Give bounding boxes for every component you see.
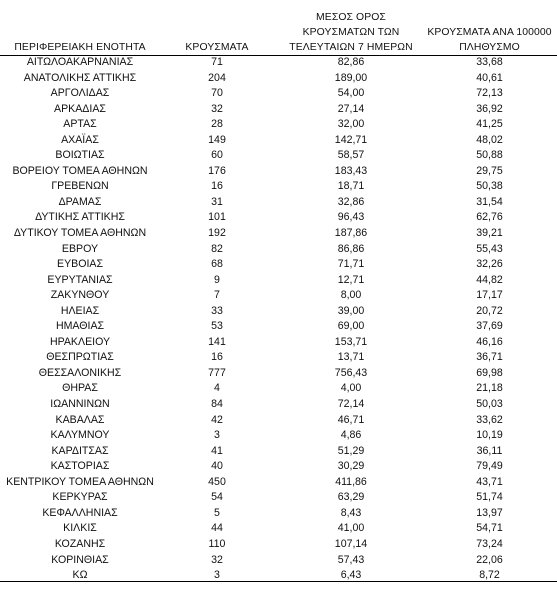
- cases-cell: 3: [214, 429, 220, 442]
- region-cell: ΕΥΒΟΙΑΣ: [57, 258, 103, 271]
- table-row: [0, 490, 557, 506]
- per-100000-cell: 50,88: [476, 149, 503, 162]
- table-row: [0, 179, 557, 195]
- per-100000-cell: 51,74: [476, 491, 503, 504]
- avg-7-days-cell: 187,86: [334, 227, 368, 240]
- cases-cell: 84: [211, 398, 223, 411]
- table-row: [0, 117, 557, 133]
- table-row: [0, 475, 557, 491]
- per-100000-cell: 69,98: [476, 366, 503, 379]
- cases-cell: 54: [211, 491, 223, 504]
- per-100000-cell: 37,69: [476, 320, 503, 333]
- region-cell: ΚΕΦΑΛΛΗΝΙΑΣ: [42, 506, 118, 519]
- per-100000-cell: 44,82: [476, 273, 503, 286]
- avg-7-days-cell: 57,43: [337, 553, 365, 566]
- cases-cell: 31: [211, 195, 223, 208]
- table-row: [0, 86, 557, 102]
- cases-cell: 110: [208, 537, 226, 550]
- region-cell: ΚΟΡΙΝΘΙΑΣ: [51, 553, 109, 566]
- cases-cell: 40: [211, 460, 223, 473]
- per-100000-cell: 33,68: [476, 56, 503, 68]
- per-100000-cell: 36,92: [476, 102, 503, 115]
- region-cell: ΗΡΑΚΛΕΙΟΥ: [49, 335, 111, 348]
- avg-7-days-cell: 32,86: [337, 195, 365, 208]
- avg-7-days-cell: 183,43: [334, 164, 368, 177]
- table-row: [0, 553, 557, 569]
- region-cell: ΒΟΙΩΤΙΑΣ: [55, 149, 105, 162]
- cases-cell: 9: [214, 273, 220, 286]
- avg-7-days-cell: 107,14: [334, 537, 368, 550]
- region-cell: ΔΥΤΙΚΗΣ ΑΤΤΙΚΗΣ: [35, 211, 125, 224]
- per-100000-cell: 36,11: [476, 444, 503, 457]
- region-cell: ΑΡΤΑΣ: [63, 118, 97, 131]
- region-cell: ΔΡΑΜΑΣ: [58, 195, 102, 208]
- avg-7-days-cell: 12,71: [337, 273, 365, 286]
- avg-7-days-cell: 13,71: [337, 351, 365, 364]
- cases-cell: 3: [214, 569, 220, 582]
- region-cell: ΓΡΕΒΕΝΩΝ: [51, 180, 109, 193]
- table-row: [0, 210, 557, 226]
- avg-7-days-cell: 189,00: [334, 71, 368, 84]
- region-cell: ΙΩΑΝΝΙΝΩΝ: [50, 398, 110, 411]
- table-row: [0, 444, 557, 460]
- per-100000-cell: 62,76: [476, 211, 503, 224]
- per-100000-cell: 10,19: [476, 429, 503, 442]
- cases-cell: 4: [214, 382, 220, 395]
- cases-cell: 82: [211, 242, 223, 255]
- region-cell: ΕΥΡΥΤΑΝΙΑΣ: [47, 273, 113, 286]
- avg-7-days-cell: 69,00: [337, 320, 365, 333]
- avg-7-days-cell: 30,29: [337, 460, 365, 473]
- table-row: [0, 288, 557, 304]
- avg-7-days-cell: 8,43: [340, 506, 362, 519]
- per-100000-cell: 48,02: [476, 133, 503, 146]
- avg-7-days-cell: 41,00: [337, 522, 365, 535]
- per-100000-cell: 72,13: [476, 87, 503, 100]
- avg-7-days-cell: 63,29: [337, 491, 365, 504]
- avg-7-days-cell: 27,14: [337, 102, 365, 115]
- cases-cell: 7: [214, 289, 220, 302]
- table-row: [0, 55, 557, 71]
- per-100000-cell: 21,18: [476, 382, 503, 395]
- cases-cell: 68: [211, 258, 223, 271]
- avg-7-days-cell: 39,00: [337, 304, 365, 317]
- cases-cell: 5: [214, 506, 220, 519]
- avg-7-days-cell: 58,57: [337, 149, 365, 162]
- cases-cell: 101: [208, 211, 226, 224]
- cases-cell: 33: [211, 304, 223, 317]
- header-region: ΠΕΡΙΦΕΡΕΙΑΚΗ ΕΝΟΤΗΤΑ: [14, 42, 146, 53]
- table-row: [0, 459, 557, 475]
- cases-cell: 16: [211, 180, 223, 193]
- table-bottom-border: [0, 581, 557, 582]
- region-cell: ΚΑΣΤΟΡΙΑΣ: [50, 460, 110, 473]
- cases-cell: 44: [211, 522, 223, 535]
- avg-7-days-cell: 18,71: [337, 180, 365, 193]
- table-row: [0, 413, 557, 429]
- table-row: [0, 133, 557, 149]
- region-cell: ΚΙΛΚΙΣ: [63, 522, 97, 535]
- region-cell: ΚΩ: [72, 569, 88, 582]
- table-row: [0, 304, 557, 320]
- region-cell: ΑΡΚΑΔΙΑΣ: [54, 102, 106, 115]
- avg-7-days-cell: 96,43: [337, 211, 365, 224]
- per-100000-cell: 32,26: [476, 258, 503, 271]
- region-cell: ΚΕΡΚΥΡΑΣ: [52, 491, 108, 504]
- table-row: [0, 537, 557, 553]
- table-row: [0, 71, 557, 87]
- per-100000-cell: 13,97: [476, 506, 503, 519]
- per-100000-cell: 8,72: [479, 569, 500, 582]
- avg-7-days-cell: 71,71: [337, 258, 365, 271]
- table-row: [0, 381, 557, 397]
- table-row: [0, 164, 557, 180]
- cases-cell: 70: [211, 87, 223, 100]
- region-cell: ΚΕΝΤΡΙΚΟΥ ΤΟΜΕΑ ΑΘΗΝΩΝ: [6, 475, 154, 488]
- cases-cell: 41: [211, 444, 223, 457]
- table-row: [0, 257, 557, 273]
- table-row: [0, 273, 557, 289]
- table-row: [0, 226, 557, 242]
- region-cell: ΑΝΑΤΟΛΙΚΗΣ ΑΤΤΙΚΗΣ: [23, 71, 137, 84]
- region-cell: ΗΜΑΘΙΑΣ: [55, 320, 105, 333]
- region-cell: ΘΕΣΠΡΩΤΙΑΣ: [46, 351, 114, 364]
- avg-7-days-cell: 86,86: [337, 242, 365, 255]
- per-100000-cell: 39,21: [476, 227, 503, 240]
- table-row: [0, 242, 557, 258]
- table-row: [0, 428, 557, 444]
- table-row: [0, 335, 557, 351]
- region-cell: ΚΑΡΔΙΤΣΑΣ: [51, 444, 109, 457]
- region-cell: ΑΙΤΩΛΟΑΚΑΡΝΑΝΙΑΣ: [26, 56, 134, 68]
- cases-cell: 28: [211, 118, 223, 131]
- avg-7-days-cell: 32,00: [337, 118, 365, 131]
- table-row: [0, 506, 557, 522]
- cases-cell: 32: [211, 553, 223, 566]
- table-row: [0, 319, 557, 335]
- table-row: [0, 397, 557, 413]
- avg-7-days-cell: 153,71: [334, 335, 368, 348]
- cases-cell: 141: [208, 335, 226, 348]
- per-100000-cell: 29,75: [476, 164, 503, 177]
- per-100000-cell: 54,71: [476, 522, 503, 535]
- region-cell: ΘΗΡΑΣ: [62, 382, 98, 395]
- avg-7-days-cell: 4,00: [340, 382, 362, 395]
- per-100000-cell: 43,71: [476, 475, 503, 488]
- region-cell: ΖΑΚΥΝΘΟΥ: [50, 289, 110, 302]
- per-100000-cell: 55,43: [476, 242, 503, 255]
- avg-7-days-cell: 54,00: [337, 87, 365, 100]
- per-100000-cell: 79,49: [476, 460, 503, 473]
- table-row: [0, 102, 557, 118]
- avg-7-days-cell: 8,00: [340, 289, 362, 302]
- avg-7-days-cell: 756,43: [334, 366, 368, 379]
- cases-cell: 60: [211, 149, 223, 162]
- per-100000-cell: 41,25: [476, 118, 503, 131]
- region-cell: ΕΒΡΟΥ: [61, 242, 99, 255]
- per-100000-cell: 22,06: [476, 553, 503, 566]
- per-100000-cell: 17,17: [476, 289, 503, 302]
- region-cell: ΘΕΣΣΑΛΟΝΙΚΗΣ: [38, 366, 122, 379]
- region-cell: ΑΡΓΟΛΙΔΑΣ: [50, 87, 110, 100]
- table-body: [0, 55, 557, 584]
- avg-7-days-cell: 82,86: [337, 56, 365, 68]
- cases-cell: 16: [211, 351, 223, 364]
- region-cell: ΑΧΑΪΑΣ: [61, 133, 99, 146]
- avg-7-days-cell: 6,43: [340, 569, 362, 582]
- table-row: [0, 521, 557, 537]
- header-avg-7-days: ΜΕΣΟΣ ΟΡΟΣ ΚΡΟΥΣΜΑΤΩΝ ΤΩΝ ΤΕΛΕΥΤΑΙΩΝ 7 ΗΜΕΡΩΝ: [289, 12, 413, 53]
- region-cell: ΚΑΛΥΜΝΟΥ: [50, 429, 110, 442]
- avg-7-days-cell: 142,71: [334, 133, 368, 146]
- cases-cell: 450: [208, 475, 226, 488]
- cases-cell: 777: [208, 366, 226, 379]
- per-100000-cell: 40,61: [476, 71, 503, 84]
- per-100000-cell: 50,03: [476, 398, 503, 411]
- per-100000-cell: 36,71: [476, 351, 503, 364]
- per-100000-cell: 46,16: [476, 335, 503, 348]
- cases-cell: 149: [208, 133, 226, 146]
- avg-7-days-cell: 51,29: [337, 444, 365, 457]
- cases-cell: 176: [208, 164, 226, 177]
- table-row: [0, 350, 557, 366]
- region-cell: ΔΥΤΙΚΟΥ ΤΟΜΕΑ ΑΘΗΝΩΝ: [13, 227, 147, 240]
- region-cell: ΗΛΕΙΑΣ: [60, 304, 100, 317]
- cases-cell: 32: [211, 102, 223, 115]
- header-cases: ΚΡΟΥΣΜΑΤΑ: [185, 42, 249, 53]
- per-100000-cell: 73,24: [476, 537, 503, 550]
- per-100000-cell: 31,54: [476, 195, 503, 208]
- region-cell: ΚΟΖΑΝΗΣ: [54, 537, 106, 550]
- table-row: [0, 148, 557, 164]
- cases-cell: 42: [211, 413, 223, 426]
- per-100000-cell: 50,38: [476, 180, 503, 193]
- avg-7-days-cell: 72,14: [337, 398, 365, 411]
- per-100000-cell: 20,72: [476, 304, 503, 317]
- cases-cell: 71: [211, 56, 223, 68]
- cases-cell: 53: [211, 320, 223, 333]
- avg-7-days-cell: 411,86: [335, 475, 367, 488]
- table-row: [0, 195, 557, 211]
- per-100000-cell: 33,62: [476, 413, 503, 426]
- table-row: [0, 366, 557, 382]
- cases-cell: 204: [208, 71, 226, 84]
- region-cell: ΚΑΒΑΛΑΣ: [55, 413, 105, 426]
- header-cases-per-100000: ΚΡΟΥΣΜΑΤΑ ΑΝΑ 100000 ΠΛΗΘΥΣΜΟ: [427, 27, 552, 53]
- region-cell: ΒΟΡΕΙΟΥ ΤΟΜΕΑ ΑΘΗΝΩΝ: [12, 164, 148, 177]
- cases-cell: 192: [208, 227, 226, 240]
- avg-7-days-cell: 46,71: [337, 413, 365, 426]
- avg-7-days-cell: 4,86: [340, 429, 362, 442]
